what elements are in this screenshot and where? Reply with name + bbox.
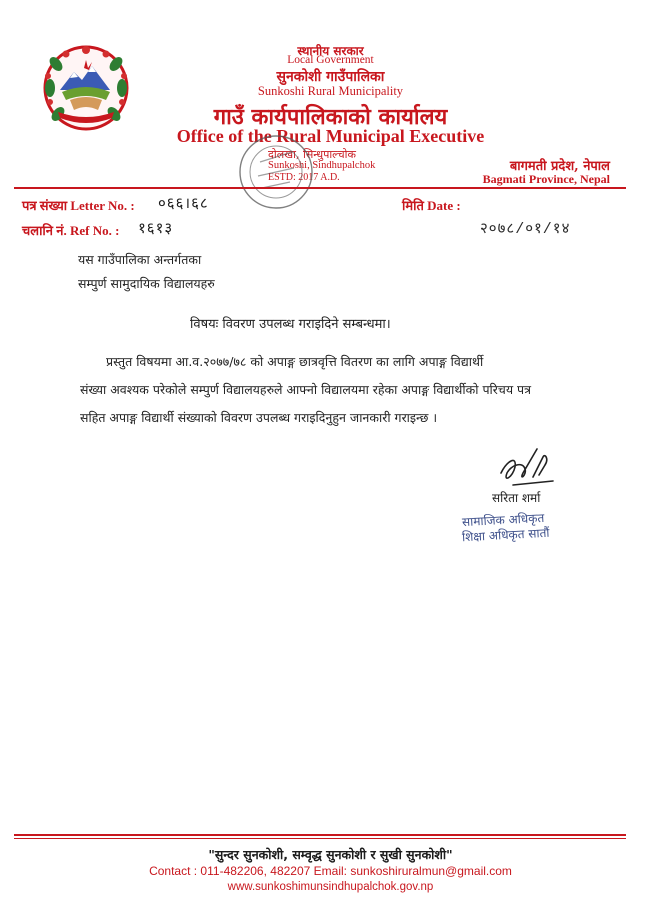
recipient-line-1: यस गाउँपालिका अन्तर्गतका	[78, 252, 202, 267]
letter-no-label: पत्र संख्या Letter No. :	[22, 198, 135, 213]
municipality-name-en: Sunkoshi Rural Municipality	[257, 84, 404, 98]
footer-slogan: "सुन्दर सुनकोशी, सम्वृद्ध सुनकोशी र सुखी सुनकोशी"	[208, 847, 453, 862]
subject-line: विषयः विवरण उपलब्ध गराइदिने सम्बन्धमा।	[190, 317, 391, 332]
letter-no-value: ०६६।६८	[158, 196, 209, 213]
paragraph-line: सहित अपाङ्ग विद्यार्थी संख्याको विवरण उपलब्ध गराइदिनुहुन जानकारी गराइन्छ ।	[80, 410, 438, 425]
paragraph-line: प्रस्तुत विषयमा आ.व.२०७७/७८ को अपाङ्ग छात्रवृत्ति वितरण का लागि अपाङ्ग विद्यार्थी	[106, 354, 484, 369]
contact-label: Contact : 011-482206, 482207 Email:	[149, 864, 347, 878]
office-title-np: गाउँ कार्यपालिकाको कार्यालय	[213, 104, 448, 130]
province-en: Bagmati Province, Nepal	[482, 172, 610, 186]
date-value: २०७८/०१/१४	[480, 221, 571, 238]
municipality-name-np: सुनकोशी गाउँपालिका	[276, 69, 385, 85]
body-paragraph	[80, 348, 548, 432]
footer-divider-thin	[14, 838, 626, 839]
address-en: Sunkoshi, Sindhupalchok	[268, 160, 376, 171]
local-government-en: Local Government	[287, 54, 374, 66]
date-label: मिति Date :	[402, 198, 461, 213]
office-title-en: Office of the Rural Municipal Executive	[176, 126, 485, 146]
footer-website-link[interactable]: www.sunkoshimunsindhupalchok.gov.np	[227, 881, 434, 893]
paragraph-line: संख्या अवश्यक परेकोले सम्पुर्ण विद्यालयहरुले आफ्नो विद्यालयमा रहेका अपाङ्ग विद्यार्थीको परिचय पत्र	[80, 382, 532, 397]
ref-no-value: १६१३	[138, 221, 174, 238]
header-divider	[14, 187, 626, 189]
province-np: बागमती प्रदेश, नेपाल	[509, 159, 610, 174]
address-np: दोलखा, सिन्धुपाल्चोक	[268, 148, 356, 161]
signer-name: सरिता शर्मा	[492, 491, 541, 505]
ref-no-label: चलानि नं. Ref No. :	[22, 223, 120, 238]
footer-contact	[0, 864, 661, 878]
contact-email-link[interactable]: sunkoshiruralmun@gmail.com	[350, 864, 512, 878]
handwritten-signature	[493, 443, 559, 489]
established-year: ESTD: 2017 A.D.	[268, 172, 340, 183]
designation-stamp-line-1: सामाजिक अधिकृत	[461, 510, 545, 530]
office-stamp-icon	[232, 132, 326, 214]
recipient-line-2: सम्पुर्ण सामुदायिक विद्यालयहरु	[78, 276, 215, 291]
designation-stamp-line-2: शिक्षा अधिकृत सातौं	[461, 525, 550, 545]
local-government-np: स्थानीय सरकार	[297, 44, 364, 58]
footer-divider	[14, 834, 626, 836]
